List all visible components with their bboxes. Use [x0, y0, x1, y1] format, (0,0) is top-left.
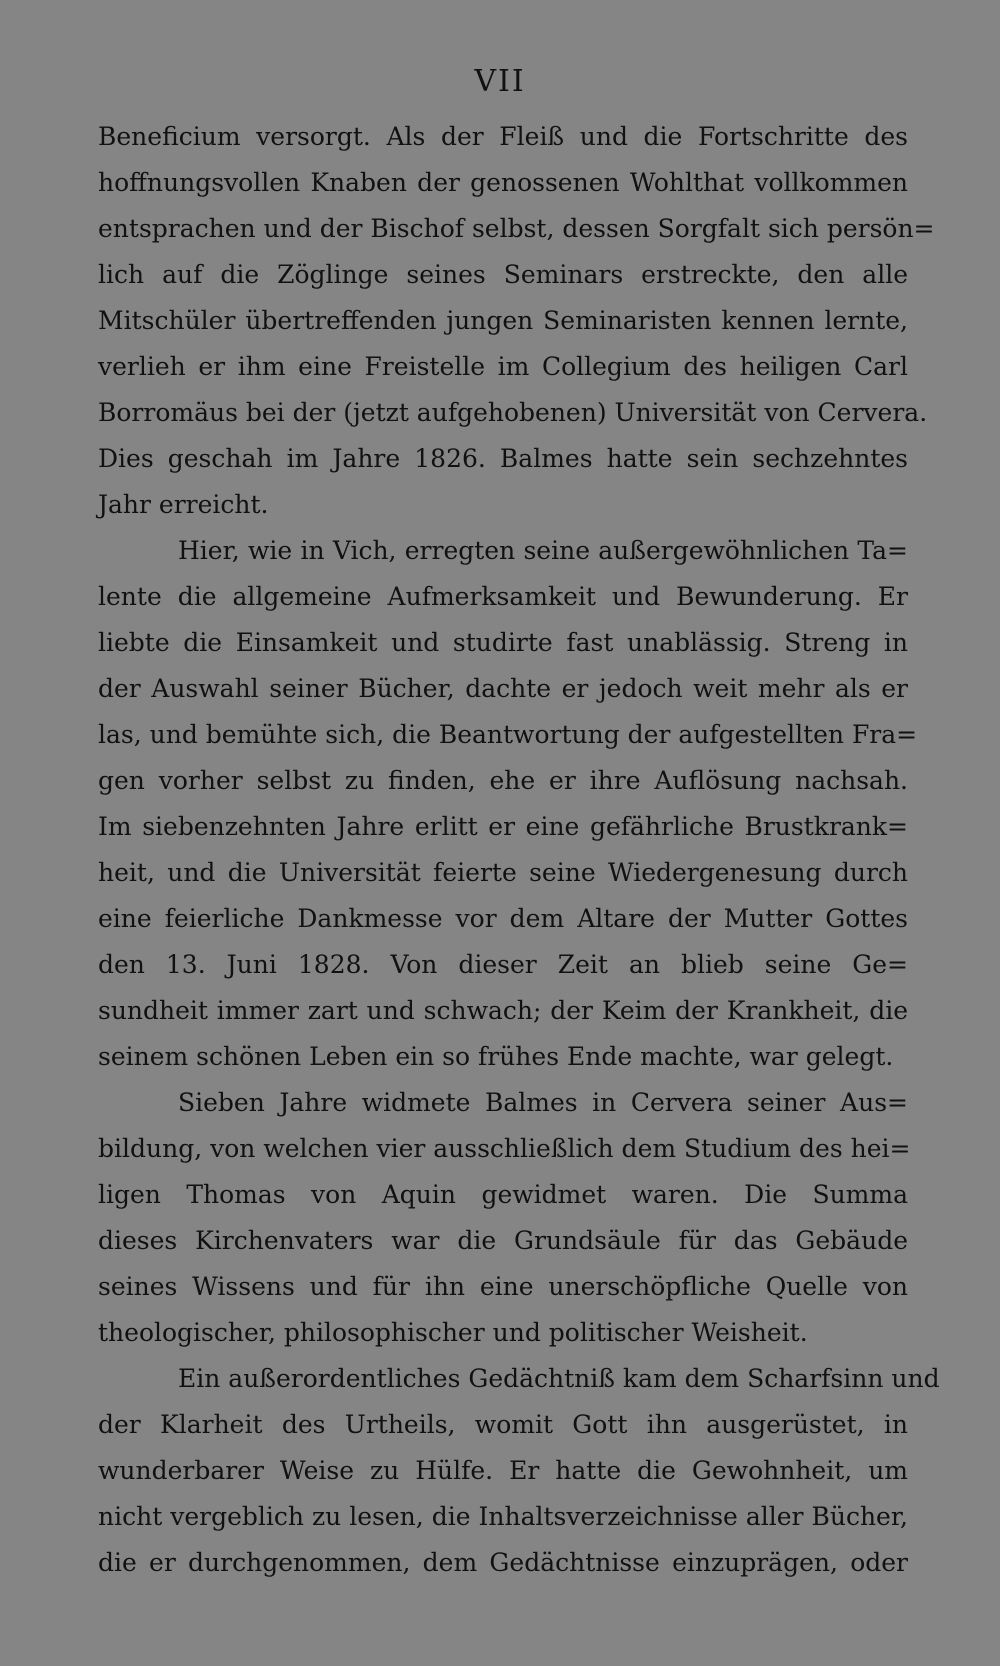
page-number: VII — [474, 64, 526, 99]
paragraph-2 — [98, 528, 918, 1080]
paragraph-4 — [98, 1356, 940, 1586]
text-line: Borromäus bei der (jetzt aufgehobenen) Universität von Cervera. — [98, 398, 928, 427]
text-line: den 13. Juni 1828. Von dieser Zeit an blieb seine Ge= — [98, 950, 908, 979]
text-line: entsprachen und der Bischof selbst, dessen Sorgfalt sich persön= — [98, 214, 935, 243]
text-line: der Klarheit des Urtheils, womit Gott ihn ausgerüstet, in — [98, 1410, 908, 1439]
text-line: gen vorher selbst zu finden, ehe er ihre Auflösung nachsah. — [98, 766, 908, 795]
text-line: die er durchgenommen, dem Gedächtnisse einzuprägen, oder — [98, 1548, 908, 1577]
text-line: lente die allgemeine Aufmerksamkeit und Bewunderung. Er — [98, 582, 908, 611]
text-line: seinem schönen Leben ein so frühes Ende machte, war gelegt. — [98, 1042, 894, 1071]
text-line: las, und bemühte sich, die Beantwortung der aufgestellten Fra= — [98, 720, 918, 749]
text-line: Beneficium versorgt. Als der Fleiß und die Fortschritte des — [98, 122, 908, 151]
text-line: Hier, wie in Vich, erregten seine außergewöhnlichen Ta= — [178, 536, 908, 565]
text-line: Sieben Jahre widmete Balmes in Cervera seiner Aus= — [178, 1088, 908, 1117]
text-line: eine feierliche Dankmesse vor dem Altare der Mutter Gottes — [98, 904, 908, 933]
text-line: heit, und die Universität feierte seine Wiedergenesung durch — [98, 858, 908, 887]
text-line: Im siebenzehnten Jahre erlitt er eine gefährliche Brustkrank= — [98, 812, 908, 841]
text-line: liebte die Einsamkeit und studirte fast unablässig. Streng in — [98, 628, 908, 657]
text-line: hoffnungsvollen Knaben der genossenen Wohlthat vollkommen — [98, 168, 908, 197]
text-line: sundheit immer zart und schwach; der Keim der Krankheit, die — [98, 996, 908, 1025]
paragraph-3 — [98, 1080, 911, 1356]
body-text — [98, 114, 940, 1586]
text-line: nicht vergeblich zu lesen, die Inhaltsverzeichnisse aller Bücher, — [98, 1502, 908, 1531]
text-line: ligen Thomas von Aquin gewidmet waren. Die Summa — [98, 1180, 908, 1209]
text-line: lich auf die Zöglinge seines Seminars erstreckte, den alle — [98, 260, 908, 289]
text-line: der Auswahl seiner Bücher, dachte er jedoch weit mehr als er — [98, 674, 908, 703]
text-line: Dies geschah im Jahre 1826. Balmes hatte sein sechzehntes — [98, 444, 908, 473]
text-line: dieses Kirchenvaters war die Grundsäule für das Gebäude — [98, 1226, 908, 1255]
text-line: Jahr erreicht. — [98, 490, 269, 519]
text-line: Ein außerordentliches Gedächtniß kam dem Scharfsinn und — [178, 1364, 940, 1393]
text-line: wunderbarer Weise zu Hülfe. Er hatte die Gewohnheit, um — [98, 1456, 908, 1485]
text-line: bildung, von welchen vier ausschließlich dem Studium des hei= — [98, 1134, 911, 1163]
text-line: Mitschüler übertreffenden jungen Seminaristen kennen lernte, — [98, 306, 908, 335]
text-line: seines Wissens und für ihn eine unerschöpfliche Quelle von — [98, 1272, 908, 1301]
text-line: theologischer, philosophischer und politischer Weisheit. — [98, 1318, 808, 1347]
paragraph-1 — [98, 114, 935, 528]
text-line: verlieh er ihm eine Freistelle im Collegium des heiligen Carl — [98, 352, 908, 381]
